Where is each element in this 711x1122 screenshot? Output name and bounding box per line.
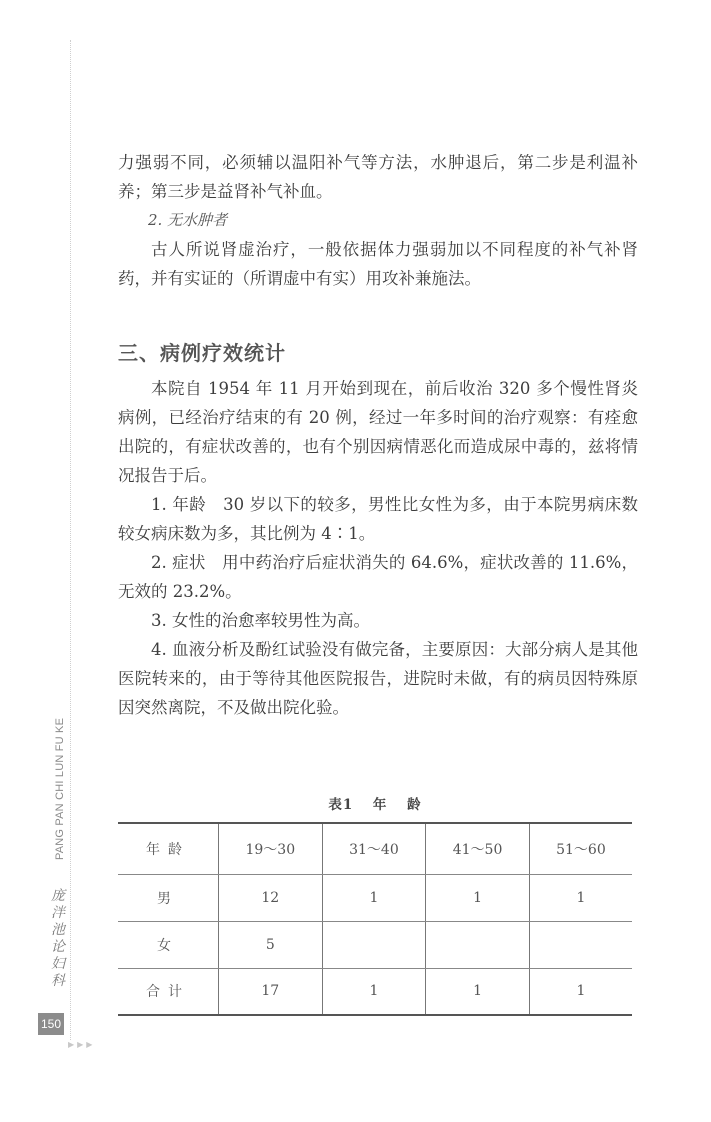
row-label: 女: [118, 921, 219, 968]
header-cell: 51～60: [529, 823, 632, 874]
cell: [426, 921, 530, 968]
list-item: 3. 女性的治愈率较男性为高。: [151, 611, 370, 630]
cell: 1: [322, 968, 426, 1015]
cell: 12: [219, 874, 323, 921]
section-heading: 三、病例疗效统计: [118, 341, 286, 365]
list-item: 4. 血液分析及酚红试验没有做完备，主要原因：大部分病人是其他医院转来的，由于等待其他医院报告，进院时未做，有的病员因特殊原因突然离院，不及做出院化验。: [118, 640, 638, 717]
cell: 1: [426, 874, 530, 921]
margin-dotted-line: [70, 40, 71, 1040]
top-section: [118, 148, 638, 293]
cell: 17: [219, 968, 323, 1015]
running-header-title: 庞泮池论妇科: [51, 888, 65, 989]
cell: 1: [529, 874, 632, 921]
table-row: [118, 921, 632, 968]
table-caption: 表1 年 龄: [328, 797, 422, 813]
header-cell: 41～50: [426, 823, 530, 874]
paragraph: 本院自 1954 年 11 月开始到现在，前后收治 320 多个慢性肾炎病例，已经治疗结束的有 20 例，经过一年多时间的治疗观察：有痊愈出院的，有症状改善的，也有个别因病情恶化而造成尿中毒的，兹将情况报告于后。: [118, 379, 638, 485]
cell: 1: [322, 874, 426, 921]
row-label: 合计: [118, 968, 219, 1015]
row-label: 男: [118, 874, 219, 921]
header-cell: 19～30: [219, 823, 323, 874]
table-row: [118, 874, 632, 921]
table-row: [118, 968, 632, 1015]
header-cell: 31～40: [322, 823, 426, 874]
subheading: 2. 无水肿者: [148, 211, 228, 229]
paragraph: 古人所说肾虚治疗，一般依据体力强弱加以不同程度的补气补肾药，并有实证的（所谓虚中有实）用攻补兼施法。: [118, 240, 638, 288]
cell: 5: [219, 921, 323, 968]
cell: [322, 921, 426, 968]
header-cell: 年龄: [118, 823, 219, 874]
running-header-pinyin: PANG PAN CHI LUN FU KE: [54, 717, 66, 860]
page-number: 150: [38, 1013, 64, 1035]
age-table: [118, 822, 632, 1016]
table-header-row: [118, 823, 632, 874]
cell: 1: [529, 968, 632, 1015]
list-item: 2. 症状 用中药治疗后症状消失的 64.6%，症状改善的 11.6%，无效的 23.2%。: [118, 553, 638, 601]
cell: 1: [426, 968, 530, 1015]
cell: [529, 921, 632, 968]
list-item: 1. 年龄 30 岁以下的较多，男性比女性为多，由于本院男病床数较女病床数为多，其比例为 4∶1。: [118, 495, 638, 543]
section-body: [118, 374, 638, 722]
paragraph: 力强弱不同，必须辅以温阳补气等方法，水肿退后，第二步是利温补养；第三步是益肾补气补血。: [118, 153, 638, 201]
next-arrows-icon: ▶▶▶: [68, 1040, 96, 1049]
